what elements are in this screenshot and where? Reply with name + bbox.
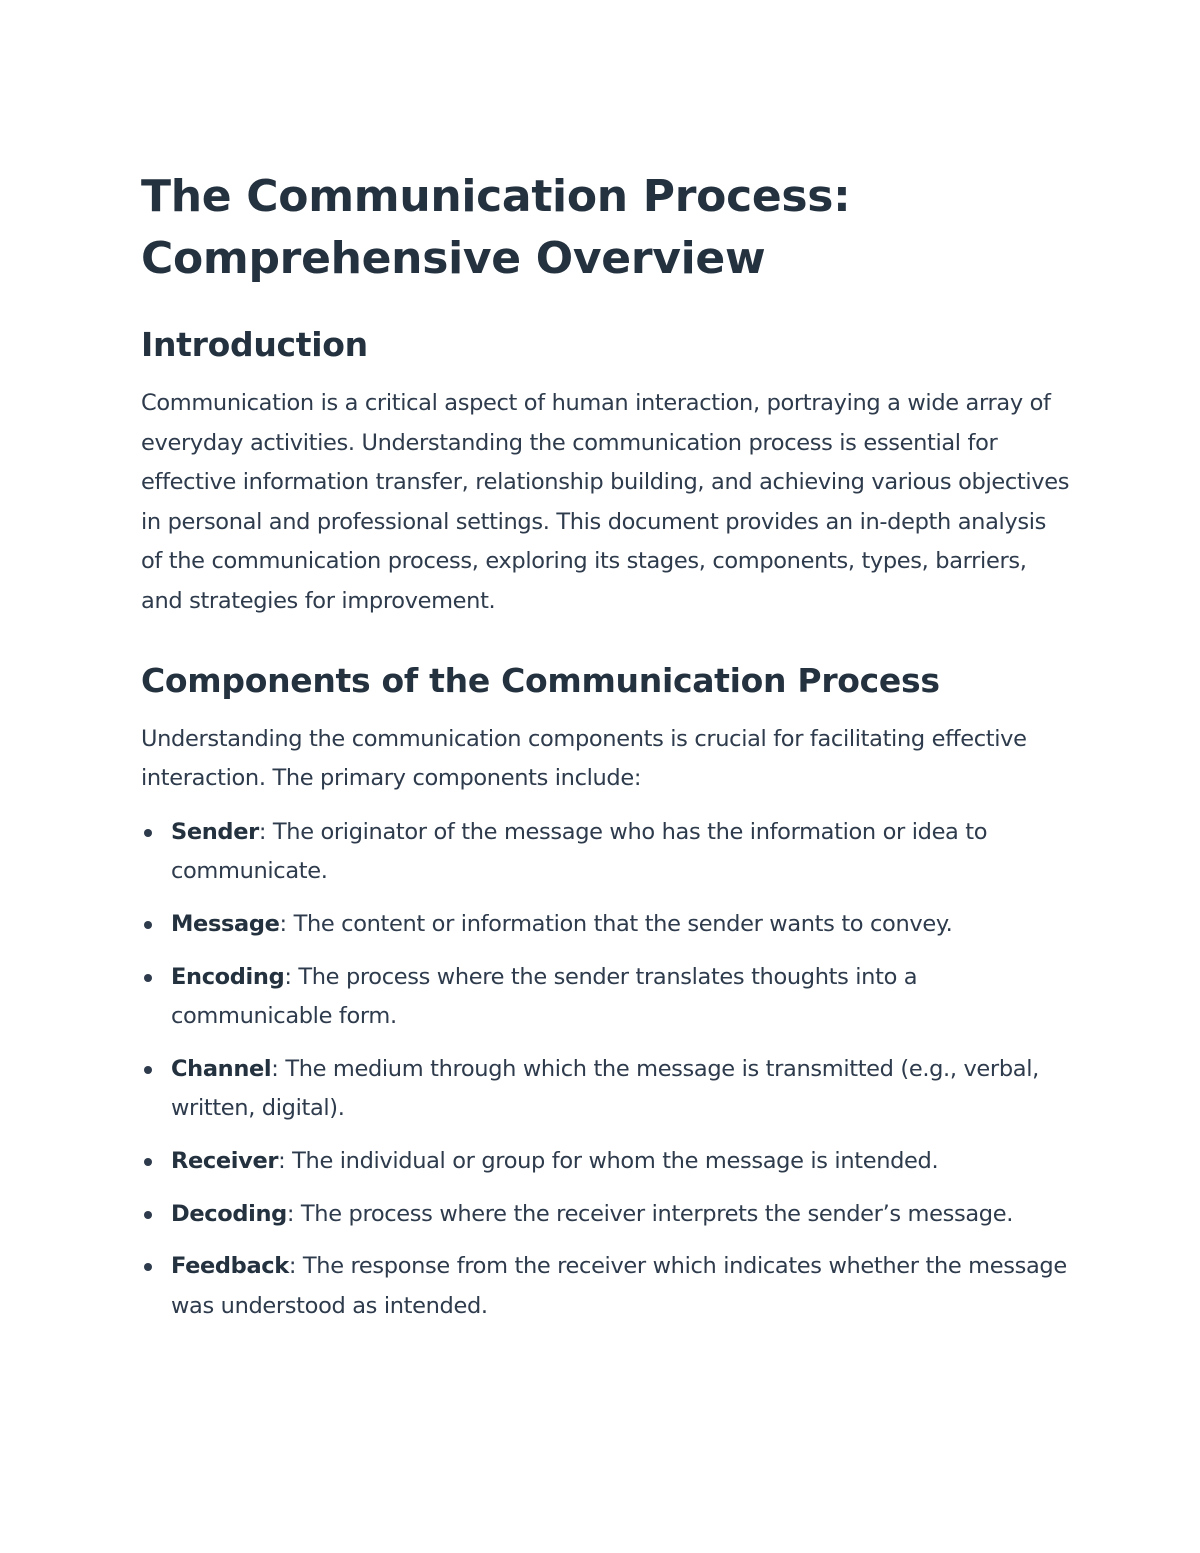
introduction-heading: Introduction [141, 325, 368, 364]
term-separator: : [278, 1147, 286, 1174]
list-item-message [141, 905, 1071, 945]
components-heading: Components of the Communication Process [141, 660, 940, 700]
bullet-icon [144, 1158, 152, 1166]
term-separator: : [279, 910, 287, 937]
component-description: The content or information that the sender wants to convey. [286, 910, 953, 937]
component-description: The response from the receiver which indicates whether the message was understood as intended. [171, 1253, 1067, 1319]
list-item-receiver [141, 1142, 1071, 1182]
bullet-icon [144, 1263, 152, 1271]
list-item-feedback [141, 1247, 1071, 1326]
bullet-icon [144, 1066, 152, 1074]
component-term: Sender [171, 818, 259, 845]
list-item-decoding [141, 1195, 1071, 1235]
bullet-icon [144, 921, 152, 929]
component-description: The individual or group for whom the message is intended. [285, 1147, 939, 1174]
term-separator: : [258, 818, 267, 845]
term-separator: : [288, 1253, 297, 1280]
term-separator: : [284, 963, 292, 990]
components-list [141, 813, 1071, 1327]
component-term: Decoding [171, 1200, 287, 1227]
term-separator: : [286, 1200, 295, 1227]
term-separator: : [271, 1055, 279, 1082]
component-term: Feedback [171, 1253, 289, 1280]
document-page [141, 166, 1071, 1339]
components-paragraph: Understanding the communication components is crucial for facilitating effective interaction. The primary components include: [141, 725, 1027, 792]
introduction-paragraph: Communication is a critical aspect of human interaction, portraying a wide array of everyday activities. Understanding the communication process is essential for effective information transfer, relationship building, and achieving various objectives in personal and professional settings. This document provides an in-depth analysis of the communication process, exploring its stages, components, types, barriers, and strategies for improvement. [141, 390, 1070, 614]
component-term: Message [171, 910, 280, 937]
component-description: The medium through which the message is transmitted (e.g., verbal, written, digital). [171, 1055, 1039, 1122]
component-description: The process where the sender translates thoughts into a communicable form. [171, 963, 918, 1030]
component-description: The originator of the message who has the information or idea to communicate. [171, 818, 988, 885]
document-title [141, 166, 1071, 290]
document-title-line-1: The Communication Process: [141, 171, 851, 222]
component-description: The process where the receiver interprets the sender’s message. [294, 1200, 1014, 1227]
list-item-encoding [141, 958, 1071, 1037]
list-item-sender [141, 813, 1071, 892]
component-term: Channel [171, 1055, 272, 1082]
component-term: Encoding [171, 963, 285, 990]
bullet-icon [144, 974, 152, 982]
bullet-icon [144, 1211, 152, 1219]
component-term: Receiver [171, 1147, 279, 1174]
list-item-channel [141, 1050, 1071, 1129]
document-title-line-2: Comprehensive Overview [141, 233, 766, 284]
bullet-icon [144, 829, 152, 837]
